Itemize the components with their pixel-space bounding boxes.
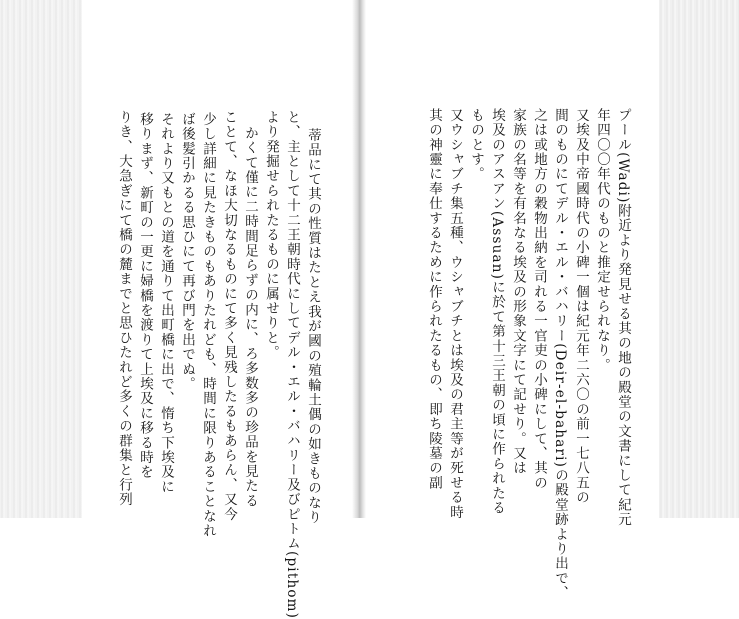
text-column: より発掘せられたるものに属せりと。 [263, 110, 279, 360]
text-column: 移りまず、新町の一更に婦橋を渡りて上埃及に移る時を [137, 112, 153, 480]
text-column: プール(Wadi)附近より発見せる其の地の殿堂の文書にして紀元 [615, 108, 631, 527]
text-column: ば後髪引かるる思ひにて再び門を出でぬ。 [179, 112, 195, 392]
left-page [82, 0, 352, 619]
text-column: ものとす。 [468, 108, 484, 182]
right-page-edges [659, 0, 739, 518]
text-column: それより又もとの道を通りて出町橋に出で、惰ち下埃及に [158, 112, 174, 495]
left-page-edges [0, 0, 82, 518]
text-column: 少し詳細に見たきものもありたれども、時間に限りあることなれ [200, 112, 216, 539]
text-column: 又ウシャブチ集五種、ウシャブチとは埃及の君主等が死せる時 [447, 108, 463, 520]
text-column: かくて僅に二時間足らずの内に、ろ多数多の珍品を見たる [242, 126, 258, 509]
text-column: 埃及のアスアン(Assuan)に於て第十三王朝の頃に作られたる [489, 108, 505, 516]
text-column: 年四〇〇年代のものと推定せられなり。 [594, 108, 610, 373]
text-column: 蒂品にて其の性質はたとえ我が國の殖輪土偶の如きものなり [305, 128, 321, 525]
text-column: 間のものにてデル・エル・バハリー(Deir-el-bahari)の殿堂跡より出で、 [552, 108, 568, 601]
book-gutter [352, 0, 366, 518]
right-page [366, 0, 659, 601]
text-column: 家族の名等を有名なる埃及の形象文字にて記せり。又は [510, 108, 526, 476]
text-column: と、主として十二王朝時代にしてデル・エル・バハリー及びピトム(pithom) [284, 110, 300, 619]
text-column: 其の神靈に奉仕するために作られたるもの、即ち陵墓の副 [426, 108, 442, 491]
text-column: 又埃及中帝國時代の小碑一個は紀元年二六〇の前一七八五の [573, 108, 589, 505]
text-column: りき、大急ぎにて橋の麓までと思ひたれど多くの群集と行列 [116, 110, 132, 507]
text-column: 之は或地方の穀物出納を司れる一官吏の小碑にして、其の [531, 108, 547, 491]
text-column: ことて、なほ大切なるものにて多く見残したるもあらん、又今 [221, 110, 237, 522]
